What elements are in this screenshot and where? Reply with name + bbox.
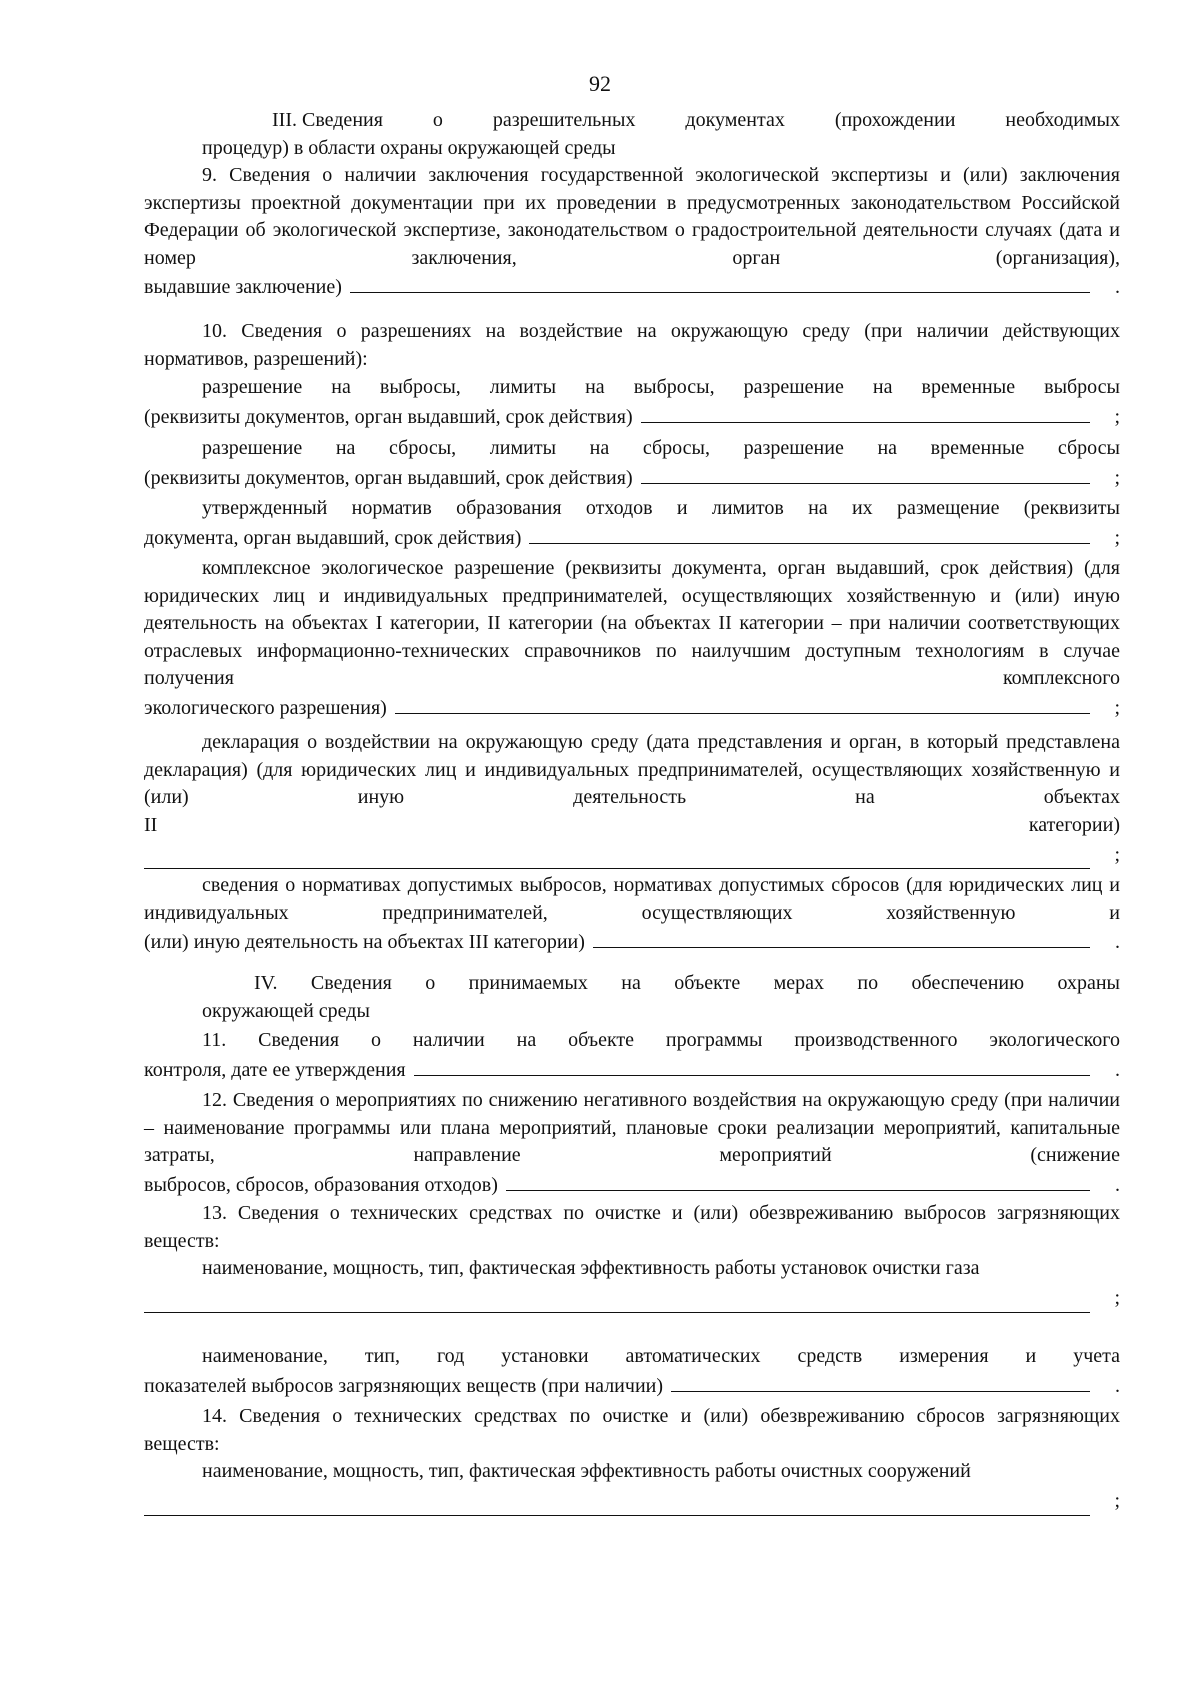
- item-9: [144, 162, 1120, 302]
- item-9-blank-line[interactable]: [350, 272, 1090, 293]
- discharge-permit: разрешение на сбросы, лимиты на сбросы, разрешение на временные сбросы (реквизиты документов, орган выдавший, срок действия) ;: [144, 437, 1120, 489]
- item-11-blank-line[interactable]: [414, 1055, 1090, 1076]
- treatment-facilities: наименование, мощность, тип, фактическая эффективность работы очистных сооружений: [202, 1460, 971, 1482]
- item-12: 12. Сведения о мероприятиях по снижению негативного воздействия на окружающую среду (при наличии – наименование программы или плана мероприятий, плановые сроки реализации мероприятий, капитальные затраты, направление мероприятий (снижение выбросов, сбросов, образования отходов) .: [144, 1089, 1120, 1196]
- item-13: 13. Сведения о технических средствах по очистке и (или) обезвреживанию выбросов загрязняющих веществ: наименование, мощность, тип, фактическая эффективность работы установок очистки газа ;: [144, 1200, 1120, 1313]
- impact-declaration: декларация о воздействии на окружающую среду (дата представления и орган, в который представлена декларация) (для юридических лиц и индивидуальных предпринимателей, осуществляющих хозяйственную и (или) иную деятельность на объектах II категории) ;: [144, 729, 1120, 869]
- item-10-text: 10. Сведения о разрешениях на воздействие на окружающую среду (при наличии действующих нормативов, разрешений):: [144, 320, 1120, 370]
- section-3-heading-line2: процедур) в области охраны окружающей среды: [202, 136, 616, 159]
- section-4-heading: IV. Сведения о принимаемых на объекте мерах по обеспечению охраны окружающей среды: [202, 972, 1120, 1022]
- norms-blank-line[interactable]: [593, 927, 1090, 948]
- measurement-blank-line[interactable]: [671, 1371, 1090, 1392]
- waste-norm-blank-line[interactable]: [529, 523, 1090, 544]
- gas-cleaning-installations: наименование, мощность, тип, фактическая эффективность работы установок очистки газа: [202, 1257, 980, 1279]
- declaration-blank-line[interactable]: [144, 838, 1090, 869]
- item-10: [144, 318, 1120, 373]
- item-9-fill-row: выдавшие заключение) .: [144, 272, 1120, 302]
- emissions-permit-blank-line[interactable]: [641, 402, 1090, 423]
- waste-norm: утвержденный норматив образования отходов и лимитов на их размещение (реквизиты документа, орган выдавший, срок действия) ;: [144, 497, 1120, 549]
- kep-blank-line[interactable]: [395, 693, 1090, 714]
- complex-environmental-permit: комплексное экологическое разрешение (реквизиты документа, орган выдавший, срок действия) (для юридических лиц и индивидуальных предпринимателей, осуществляющих хозяйственную и (или) иную деятельность на объектах I категории, II категории (на объектах II категории – при наличии соответствующих отраслевых информационно-технических справочников по наилучшим доступным технологиям в случае получения комплексного экологического разрешения) ;: [144, 557, 1120, 719]
- item-11: 11. Сведения о наличии на объекте программы производственного экологического контроля, дате ее утверждения .: [144, 1029, 1120, 1081]
- emissions-permit: разрешение на выбросы, лимиты на выбросы, разрешение на временные выбросы (реквизиты документов, орган выдавший, срок действия) ;: [144, 376, 1120, 428]
- section-3-heading-line1: III. Сведения о разрешительных документах (прохождении необходимых: [272, 109, 1120, 131]
- discharge-permit-blank-line[interactable]: [641, 463, 1090, 484]
- item-12-blank-line[interactable]: [506, 1170, 1090, 1191]
- item-14: 14. Сведения о технических средствах по очистке и (или) обезвреживанию сбросов загрязняющих веществ: наименование, мощность, тип, фактическая эффективность работы очистных сооружений ;: [144, 1403, 1120, 1516]
- page-number: 92: [589, 71, 611, 96]
- item-9-text: 9. Сведения о наличии заключения государственной экологической экспертизы и (или) заключения экспертизы проектной документации при их проведении в предусмотренных законодательством Российской Федерации об экологической экспертизе, законодательством о градостроительной деятельности случаях (дата и номер заключения, орган (организация),: [144, 164, 1120, 269]
- permissible-norms: сведения о нормативах допустимых выбросов, нормативах допустимых сбросов (для юридических лиц и индивидуальных предпринимателей, осуществляющих хозяйственную и (или) иную деятельность на объектах III категории) .: [144, 874, 1120, 953]
- gas-cleaning-blank-line[interactable]: [144, 1282, 1090, 1313]
- treatment-blank-line[interactable]: [144, 1485, 1090, 1516]
- automatic-measurement: наименование, тип, год установки автоматических средств измерения и учета показателей выбросов загрязняющих веществ (при наличии) .: [144, 1345, 1120, 1397]
- section-3-heading: [144, 107, 1120, 162]
